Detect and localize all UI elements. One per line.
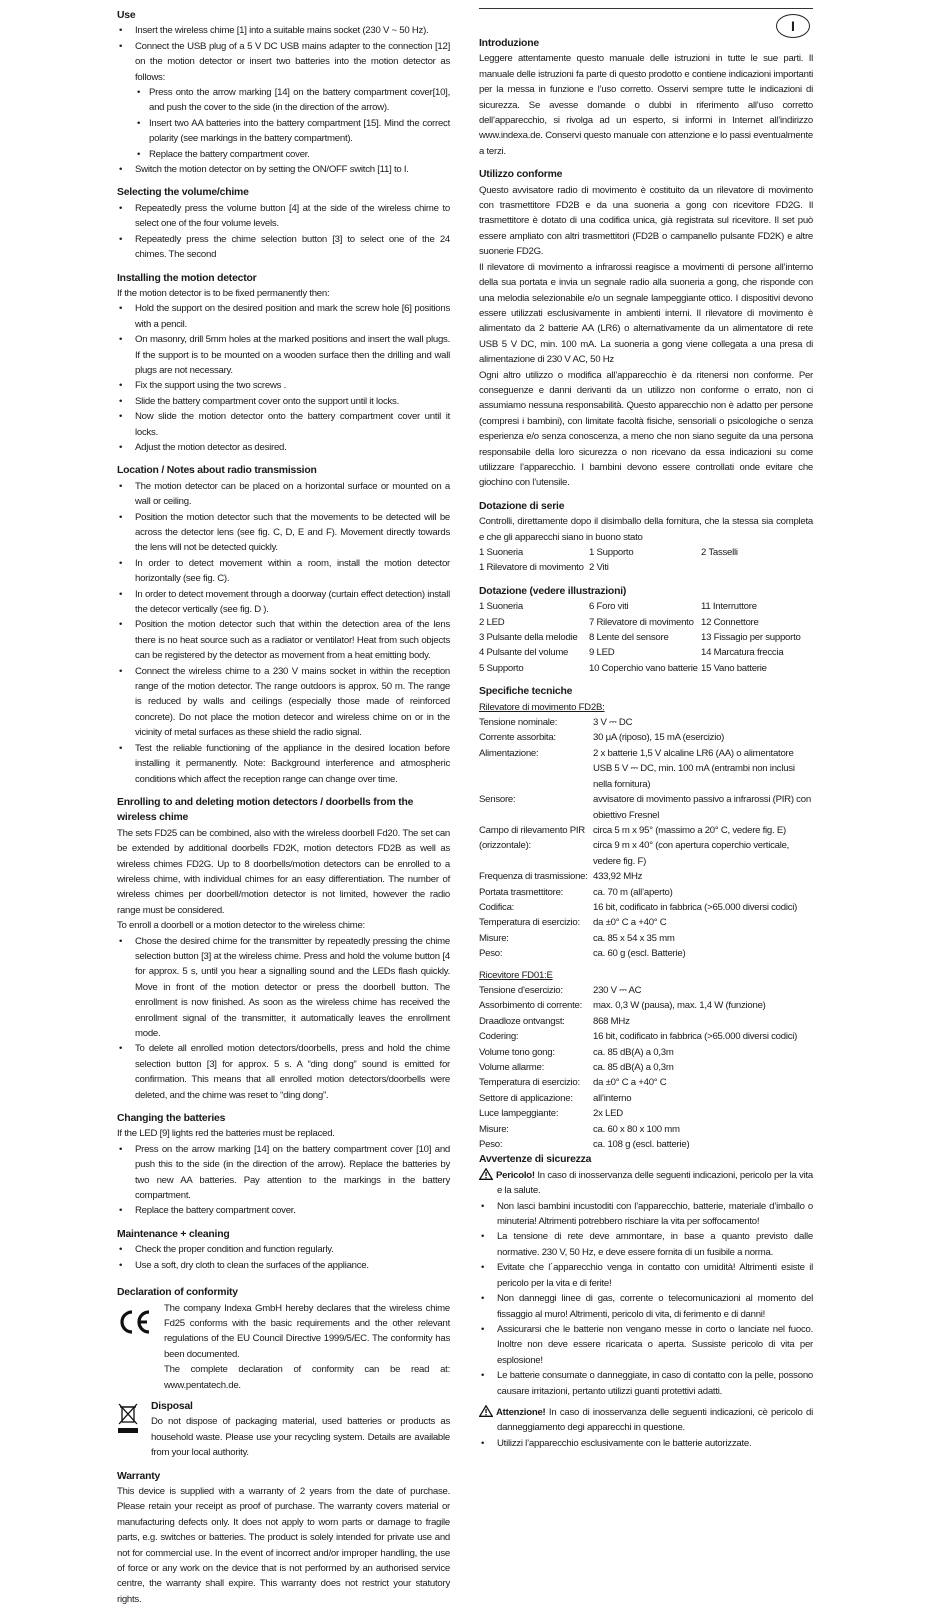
list-item: • Hold the support on the desired position and mark the screw hole [6] positions with a pencil. (117, 301, 450, 332)
volume-list (117, 201, 450, 263)
part-item: 10 Coperchio vano batterie (589, 662, 698, 674)
part-item: 7 Rilevatore di movimento (589, 616, 694, 628)
list-item: • Chose the desired chime for the transmitter by repeatedly pressing the chime selection button [3] at the wireless chime. Press and hold the volume button [4 for approx. 5 s, until you hear a signalling sound and the LEDs flash quickly. Move in front of the motion detector or press the doorbell button. The enrollment is now finished. As soon as the wireless chime has received the enrollment signal of the transmitter, it automatically leaves the enrollment mode. (117, 934, 450, 1042)
intro-text: Leggere attentamente questo manuale delle istruzioni in tutte le sue parti. Il manuale delle istruzioni fa parte di questo prodotto e contiene indicazioni importanti per la messa in funzione e l’uso corretto. Osservi sempre tutte le indicazioni di sicurezza. Se avesse domande o dubbi in riferimento all’uso corretto dell’apparecchio, si rivolga ad un esperto, si informi in Internet all’indirizzo www.indexa.de. Conservi questo manuale con attenzione e lo passi eventualmente a terzi. (479, 53, 813, 157)
spec-value: 2 x batterie 1,5 V alcaline LR6 (AA) o alimentatore USB 5 V ⎓ DC, min. 100 mA (entrambi non inclusi nella fornitura) (593, 747, 795, 790)
disposal-block (117, 1399, 450, 1461)
spec-value: ca. 70 m (all’aperto) (593, 886, 673, 898)
spec-label: (orizzontale): (479, 840, 531, 852)
usage-text: Ogni altro utilizzo o modifica all’apparecchio è da ritenersi non conforme. Per conseguenze e danni derivanti da un utilizzo non conforme o errato, non ci assumiamo nessuna responsabilità. Questo apparecchio non è adatto per persone (compresi i bambini), con limitate facoltà fisiche, sensoriali o psicologiche o senza esperienza e/o senza conoscenza, a meno che non siano seguite da una persona responsabile della loro sicurezza o non ricevano da essa indicazioni su come utilizzare l’apparecchio. I bambini devono essere controllati onde evitare che giochino con l’utensile. (479, 369, 813, 489)
enrolling-para: The sets FD25 can be combined, also with the wireless doorbell Fd20. The set can be extended by additional doorbells FD2K, motion detectors FD2B as well as wireless chimes FD2G. Up to 8 doorbells/motion detectors can be enrolled to a wireless chime, with individual chimes for an easy differentiation. The number of wireless chimes per doorbell/motion detector is not limited, however the radio range must be considered. (117, 827, 450, 916)
install-title: Installing the motion detector (117, 272, 257, 284)
list-item: • Utilizzi l’apparecchio esclusivamente con le batterie autorizzate. (479, 1436, 813, 1451)
location-title: Location / Notes about radio transmission (117, 465, 317, 477)
spec-label: Peso: (479, 1139, 503, 1151)
list-item: • To delete all enrolled motion detectors/doorbells, press and hold the chime selection button [3] for approx. 5 s. A “ding dong” sound is emitted for confirmation. This means that all enrolled motion detectors/doorbells were deleted, and the chime was reset to “ding dong”. (117, 1041, 450, 1103)
spec-value: ca. 60 x 80 x 100 mm (593, 1123, 680, 1135)
spec-value: da ±0° C a +40° C (593, 917, 667, 929)
spec-value: avvisatore di movimento passivo a infrarossi (PIR) con obiettivo Fresnel (593, 794, 811, 821)
list-item: • Le batterie consumate o danneggiate, in caso di contatto con la pelle, possono causare irritazioni, pertanto utilizzi guanti protettivi adatti. (479, 1368, 813, 1399)
list-item: • Fix the support using the two screws . (117, 378, 450, 393)
enrolling-title: Enrolling to and deleting motion detectors / doorbells from the wireless chime (117, 796, 414, 824)
enrolling-list (117, 934, 450, 1103)
spec-value: circa 5 m x 95° (massimo a 20° C, vedere fig. E) (593, 824, 786, 836)
list-item: • In order to detect movement through a doorway (curtain effect detection) install the detecor vertically (see fig. D ). (117, 587, 450, 618)
spec-label: Codering: (479, 1031, 519, 1043)
list-item: • Switch the motion detector on by setting the ON/OFF switch [11] to I. (117, 162, 450, 177)
part-item: 11 Interruttore (701, 601, 757, 613)
list-item: • Replace the battery compartment cover. (135, 147, 450, 162)
spec-label: Volume allarme: (479, 1062, 545, 1073)
spec-value: 30 μA (riposo), 15 mA (esercizio) (593, 732, 725, 744)
series-item: 1 Suoneria (479, 547, 523, 558)
spec-value: ca. 85 dB(A) a 0,3m (593, 1046, 674, 1058)
part-item: 9 LED (589, 647, 615, 659)
spec-label: Volume tono gong: (479, 1046, 555, 1058)
spec-value: 3 V ⎓ DC (593, 717, 633, 729)
install-intro: If the motion detector is to be fixed permanently then: (117, 287, 330, 299)
spec-value: 16 bit, codificato in fabbrica (>65.000 diversi codici) (593, 901, 798, 913)
list-item: • In order to detect movement within a room, install the motion detector horizontally (see fig. C). (117, 556, 450, 587)
intro-title: Introduzione (479, 38, 539, 49)
part-item: 3 Pulsante della melodie (479, 632, 578, 644)
conformity-block (117, 1301, 450, 1393)
maintenance-title: Maintenance + cleaning (117, 1228, 230, 1240)
list-item: • Non lasci bambini incustoditi con l’apparecchio, batterie, materiale d’imballo o minuteria! Altrimenti potrebbero rischiare la vita per soffocamento! (479, 1199, 813, 1230)
specs-table (479, 983, 813, 1152)
list-item: • Adjust the motion detector as desired. (117, 440, 450, 455)
danger-label: Pericolo! (496, 1169, 535, 1181)
part-item: 15 Vano batterie (701, 662, 767, 674)
spec-value: 433,92 MHz (593, 871, 643, 883)
safety-list-2 (479, 1436, 813, 1451)
maintenance-list (117, 1242, 450, 1273)
list-item: • Insert two AA batteries into the battery compartment [15]. Mind the correct polarity (see markings in the battery compartment). (135, 116, 450, 147)
list-item: • La tensione di rete deve ammontare, in base a quanto previsto dalle normative. 230 V, 50 Hz, e deve essere fornita di un fusibile a norma. (479, 1229, 813, 1260)
spec-label: Assorbimento di corrente: (479, 1000, 583, 1012)
part-item: 12 Connettore (701, 616, 759, 628)
list-item: • Insert the wireless chime [1] into a suitable mains socket (230 V ~ 50 Hz). (117, 23, 450, 38)
part-item: 2 LED (479, 616, 505, 628)
list-item: • Repeatedly press the chime selection button [3] to select one of the 24 chimes. The second (117, 232, 450, 263)
list-item: • Press onto the arrow marking [14] on the battery compartment cover[10], and push the cover to the side (in the direction of the arrow). (135, 85, 450, 116)
spec-label: Tensione nominale: (479, 717, 558, 729)
list-item: • Position the motion detector such that the movements to be detected will be across the detector lens (see fig. C, D, E and F). Movement directly towards the lens will not be detected quickly. (117, 510, 450, 556)
spec-value: ca. 85 x 54 x 35 mm (593, 932, 675, 944)
crossed-out-bin-icon (117, 1401, 139, 1435)
spec-label: Temperatura di esercizio: (479, 917, 580, 929)
specs-subtitle: Ricevitore FD01:E (479, 969, 553, 981)
spec-value: circa 9 m x 40° (con apertura coperchio verticale, vedere fig. F) (593, 840, 790, 867)
spec-label: Codifica: (479, 901, 515, 913)
spec-label: Campo di rilevamento PIR (479, 824, 585, 836)
parts-title: Dotazione (vedere illustrazioni) (479, 585, 627, 597)
part-item: 6 Foro viti (589, 601, 629, 613)
list-item: • Test the reliable functioning of the appliance in the desired location before installing it permanently. Note: Background interference and atmospheric conditions which affect the reception range can change over time. (117, 741, 450, 787)
spec-label: Misure: (479, 1123, 509, 1135)
spec-label: Settore di applicazione: (479, 1092, 573, 1104)
spec-value: 2x LED (593, 1108, 623, 1120)
spec-label: Peso: (479, 948, 503, 960)
spec-value: max. 0,3 W (pausa), max. 1,4 W (funzione) (593, 1000, 766, 1012)
english-column (117, 8, 450, 1607)
list-item: • Slide the battery compartment cover onto the support until it locks. (117, 394, 450, 409)
series-item: 2 Viti (589, 562, 609, 574)
use-title: Use (117, 10, 136, 21)
spec-value: 230 V ⎓ AC (593, 984, 642, 996)
enrolling-para: To enroll a doorbell or a motion detector to the wireless chime: (117, 920, 365, 932)
part-item: 5 Supporto (479, 662, 524, 674)
conformity-title: Declaration of conformity (117, 1287, 238, 1299)
specs-subtitle: Rilevatore di movimento FD2B: (479, 701, 605, 713)
series-grid (479, 545, 813, 576)
spec-label: Frequenza di trasmissione: (479, 871, 588, 883)
spec-label: Temperatura di esercizio: (479, 1077, 580, 1089)
spec-value: ca. 60 g (escl. Batterie) (593, 948, 686, 960)
conformity-text: The company Indexa GmbH hereby declares that the wireless chime Fd25 conforms with the basic requirements and the other relevant regulations of the EU Council Directive 1999/5/EC. The conformity has been documented. (164, 1302, 450, 1360)
install-list (117, 301, 450, 455)
batteries-title: Changing the batteries (117, 1113, 226, 1125)
warranty-title: Warranty (117, 1470, 161, 1482)
list-item: • Now slide the motion detector onto the battery compartment cover until it locks. (117, 409, 450, 440)
italian-column (479, 36, 813, 1451)
list-item: • Position the motion detector such that within the detection area of the lens there is no heat source such as a radiator or ventilator! Heat from such objects can be registered by the detector as movement from a heat emitting body. (117, 617, 450, 663)
part-item: 13 Fissagio per supporto (701, 632, 801, 644)
list-item: • Replace the battery compartment cover. (117, 1203, 450, 1218)
series-item: 2 Tasselli (701, 547, 738, 558)
list-item: • Non danneggi linee di gas, corrente o telecomunicazioni al momento del fissaggio al muro! Altrimenti, pericolo di vita, di ferimento e di danni! (479, 1291, 813, 1322)
danger-note (479, 1168, 813, 1199)
list-item: • Press on the arrow marking [14] on the battery compartment cover [10] and push this to the side (in the direction of the arrow). Replace the batteries by two new AA batteries. Pay attention to the markings in the battery compartment. (117, 1142, 450, 1204)
spec-value: ca. 85 dB(A) a 0,3m (593, 1062, 674, 1073)
parts-grid (479, 599, 813, 676)
list-item: • Check the proper condition and function regularly. (117, 1242, 450, 1257)
location-list (117, 479, 450, 787)
series-item: 1 Rilevatore di movimento (479, 562, 584, 574)
list-item: • Connect the USB plug of a 5 V DC USB mains adapter to the connection [12] on the motion detector or insert two batteries into the motion detector as follows: (117, 39, 450, 85)
volume-title: Selecting the volume/chime (117, 187, 249, 199)
spec-value: all’interno (593, 1092, 632, 1104)
danger-text: In caso di inosservanza delle seguenti indicazioni, pericolo per la vita e la salute. (497, 1169, 813, 1197)
specs-title: Specifiche tecniche (479, 686, 573, 698)
usage-title: Utilizzo conforme (479, 169, 563, 181)
series-title: Dotazione di serie (479, 500, 565, 512)
part-item: 1 Suoneria (479, 601, 523, 613)
spec-label: Draadloze ontvangst: (479, 1015, 565, 1027)
spec-label: Misure: (479, 932, 509, 944)
spec-value: da ±0° C a +40° C (593, 1077, 667, 1089)
usage-text: Il rilevatore di movimento a infrarossi reagisce a movimenti di persone all’interno della sua portata e invia un segnale radio alla suoneria a gong, che risponde con una melodia selezionabile e/o un segnale lampeggiante ottico. I dispositivi devono essere utilizzati esclusivamente in ambienti interni. Il rilevatore di movimento è alimentato da 2 batterie AA (LR6) o alternativamente da un alimentatore di rete USB 5 V DC, min. 100 mA. La suoneria a gong viene collegata a una presa di alimentazione di 230 V AC, 50 Hz (479, 261, 813, 366)
batteries-intro: If the LED [9] lights red the batteries must be replaced. (117, 1128, 335, 1140)
attention-label: Attenzione! (496, 1406, 546, 1418)
list-item: • Use a soft, dry cloth to clean the surfaces of the appliance. (117, 1258, 450, 1273)
list-item: • On masonry, drill 5mm holes at the marked positions and insert the wall plugs. If the support is to be mounted on a wooden surface then the drilling and wall plugs are not necessary. (117, 332, 450, 378)
language-badge: I (776, 14, 810, 38)
part-item: 4 Pulsante del volume (479, 647, 569, 659)
disposal-text: Do not dispose of packaging material, used batteries or products as household waste. Please use your recycling system. Details are available from your local authority. (151, 1416, 450, 1459)
spec-label: Portata trasmettitore: (479, 886, 564, 898)
part-item: 8 Lente del sensore (589, 632, 669, 644)
disposal-title: Disposal (151, 1400, 193, 1412)
list-item: • Evitate che l´apparecchio venga in contatto con umidità! Altrimenti esiste il pericolo per la vita e di ferite! (479, 1260, 813, 1291)
series-item: 1 Supporto (589, 547, 634, 558)
specs-table (479, 715, 813, 962)
spec-label: Luce lampeggiante: (479, 1108, 559, 1120)
warning-triangle-icon (479, 1405, 493, 1417)
spec-value: ca. 108 g (escl. batterie) (593, 1139, 690, 1151)
list-item: • Assicurarsi che le batterie non vengano messe in corto o lanciate nel fuoco. Inoltre non deve essere ricaricata o aperta. Sussiste pericolo di vita per esplosione! (479, 1322, 813, 1368)
list-item: • The motion detector can be placed on a horizontal surface or mounted on a wall or ceiling. (117, 479, 450, 510)
series-item (701, 560, 813, 575)
safety-list (479, 1199, 813, 1399)
spec-value: 868 MHz (593, 1015, 630, 1027)
batteries-list (117, 1142, 450, 1219)
use-list (117, 23, 450, 85)
spec-value: 16 bit, codificato in fabbrica (>65.000 diversi codici) (593, 1031, 798, 1043)
part-item: 14 Marcatura freccia (701, 647, 784, 659)
warning-triangle-icon (479, 1168, 493, 1180)
spec-label: Corrente assorbita: (479, 732, 556, 744)
usage-text: Questo avvisatore radio di movimento è costituito da un rilevatore di movimento con trasmettitore FD2B e da una suoneria a gong con ricevitore FD2G. Il trasmettitore è dotato di una codifica unica, già registrata sul ricevitore. Il set può essere ampliato con altri trasmettitori (FD2B o campanello pulsante FD2K) e altre suonerie FD2G. (479, 184, 813, 258)
list-item: • Repeatedly press the volume button [4] at the side of the wireless chime to select one of the four volume levels. (117, 201, 450, 232)
spec-label: Sensore: (479, 794, 516, 806)
attention-text: In caso di inosservanza delle seguenti indicazioni, cè pericolo di danneggiamento degi apparecchi in questione. (497, 1406, 813, 1434)
attention-note (479, 1405, 813, 1436)
spec-label: Tensione d’esercizio: (479, 984, 563, 996)
list-item: • Connect the wireless chime to a 230 V mains socket in within the reception range of the motion detector. The range outdoors is approx. 50 m. The range is reduced by walls and ceilings (especially those made of reinforced concrete). Do not place the motion detecor and wireless chime on or in the vicinity of metal surfaces as these shield the radio signal. (117, 664, 450, 741)
top-rule (479, 8, 813, 9)
ce-mark-icon (117, 1309, 151, 1335)
warranty-text: This device is supplied with a warranty of 2 years from the date of purchase. Please retain your receipt as proof of purchase. The warranty covers material or manufacturing defects only. It does not apply to worn parts or damage to fragile parts, e.g. switches or batteries. The product is solely intended for private use and not for commercial use. In the event of incorrect and/or improper handling, the use of force or any work on the device that is not performed by an authorised service centre, the warranty shall expire. This warranty does not restrict your statutory rights. (117, 1485, 450, 1605)
use-sublist (135, 85, 450, 162)
safety-title: Avvertenze di sicurezza (479, 1154, 592, 1166)
conformity-text: The complete declaration of conformity can be read at: www.pentatech.de. (164, 1364, 450, 1391)
spec-label: Alimentazione: (479, 747, 539, 759)
series-text: Controlli, direttamente dopo il disimballo della fornitura, che la stessa sia completa e che gli apparecchi siano in buono stato (479, 516, 813, 543)
